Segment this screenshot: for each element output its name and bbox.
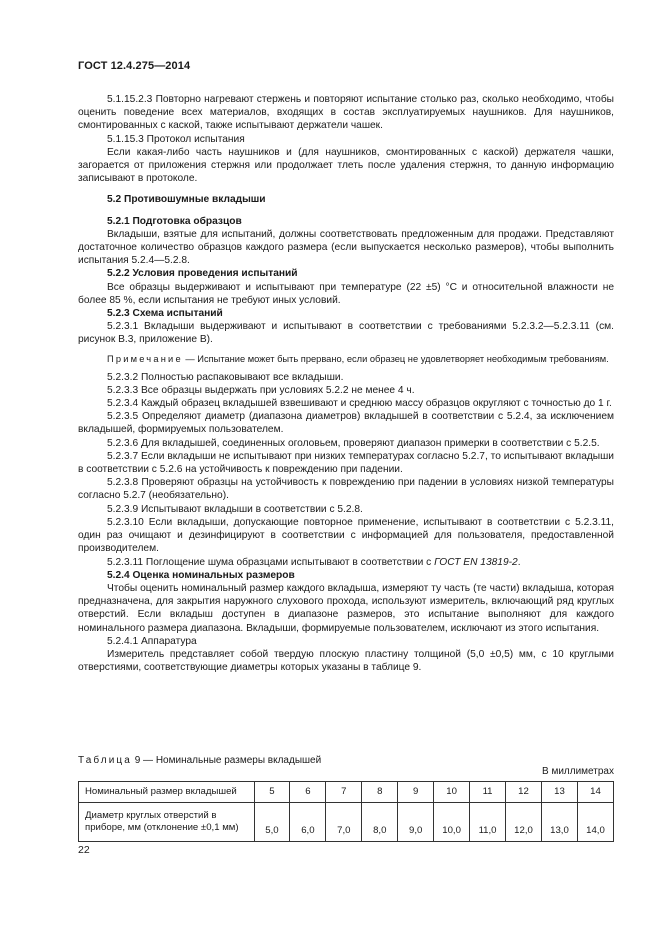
note-label: Примечание (107, 353, 183, 364)
subsection-heading: 5.2.4 Оценка номинальных размеров (107, 569, 295, 581)
paragraph: Чтобы оценить номинальный размер каждого вкладыша, измеряют ту часть (те части) вкладыша, которая предназначена, для закрытия наружного слухового прохода, используют измеритель, включающий ряд круглых отверстий. Если вкладыш доступен в диапазоне размеров, это испытание выполняют для каждого номинального размера диапазона. Вкладыши, формируемые пользователем, исключают из этого испытания. (78, 582, 614, 634)
document-header: ГОСТ 12.4.275—2014 (78, 60, 191, 72)
paragraph: 5.2.3.5 Определяют диаметр (диапазона диаметров) вкладышей в соответствии с 5.2.4, за исключением вкладышей, формируемых пользователем. (78, 411, 614, 436)
table-cell: 13 (541, 782, 577, 803)
table-cell: 7,0 (326, 803, 362, 842)
paragraph: 5.2.3.7 Если вкладыши не испытывают при низких температурах согласно 5.2.7, то испытывают вкладыши в соответствии с 5.2.6 на устойчивость к повреждению при падении. (78, 450, 614, 476)
paragraph: 5.2.3.10 Если вкладыши, допускающие повторное применение, испытывают в соответствии с 5.2.3.11, один раз очищают и дезинфицируют в соответствии с информацией для пользователя, предоставленной производителем. (78, 516, 614, 555)
table-row-label: Диаметр круглых отверстий в приборе, мм (отклонение ±0,1 мм) (79, 803, 255, 842)
table-cell: 10 (434, 782, 470, 803)
section-heading: 5.2 Противошумные вкладыши (107, 194, 266, 206)
table-caption-text: 9 — Номинальные размеры вкладышей (131, 755, 322, 766)
page-number: 22 (78, 844, 90, 856)
paragraph: Все образцы выдерживают и испытывают при температуре (22 ±5) °С и относительной влажности не более 85 %, если испытания не требуют иных условий. (78, 281, 614, 306)
paragraph: 5.1.15.3 Протокол испытания (107, 133, 245, 145)
paragraph: 5.2.3.4 Каждый образец вкладышей взвешивают и среднюю массу образцов округляют с точностью до 1 г. (107, 398, 612, 410)
table-cell: 10,0 (434, 803, 470, 842)
table-caption-label: Таблица (78, 755, 132, 766)
table-row-label: Номинальный размер вкладышей (79, 782, 255, 803)
table-cell: 12,0 (506, 803, 542, 842)
table-cell: 6,0 (290, 803, 326, 842)
table-cell: 11,0 (470, 803, 506, 842)
paragraph: 5.2.4.1 Аппаратура (107, 635, 197, 647)
table-units: В миллиметрах (542, 766, 614, 777)
table-cell: 14 (577, 782, 613, 803)
paragraph: 5.2.3.2 Полностью распаковывают все вкладыши. (107, 371, 344, 383)
table-cell: 7 (326, 782, 362, 803)
paragraph: 5.1.15.2.3 Повторно нагревают стержень и повторяют испытание столько раз, сколько необходимо, чтобы оценить поведение всех материалов, входящих в состав эксплуатируемых наушников. Для наушников, смонтированных с каской, также испытывают держатели чашек. (78, 94, 614, 132)
table-cell: 9,0 (398, 803, 434, 842)
paragraph: Измеритель представляет собой твердую плоскую пластину толщиной (5,0 ±0,5) мм, с 10 круглыми отверстиями, соответствующие диаметры которых указаны в таблице 9. (78, 648, 614, 674)
paragraph: 5.2.3.9 Испытывают вкладыши в соответствии с 5.2.8. (107, 503, 363, 515)
page-body (78, 93, 614, 674)
table-row (79, 803, 614, 842)
table-cell: 8,0 (362, 803, 398, 842)
subsection-heading: 5.2.3 Схема испытаний (107, 308, 223, 320)
table-cell: 11 (470, 782, 506, 803)
subsection-heading: 5.2.1 Подготовка образцов (107, 215, 242, 227)
subsection-heading: 5.2.2 Условия проведения испытаний (107, 268, 298, 280)
standard-reference: ГОСТ EN 13819-2 (434, 556, 518, 568)
table-cell: 14,0 (577, 803, 613, 842)
table-cell: 6 (290, 782, 326, 803)
table-cell: 5,0 (254, 803, 290, 842)
table-row (79, 782, 614, 803)
note (78, 353, 614, 365)
note-text: — Испытание может быть прервано, если образец не удовлетворяет необходимым требованиям. (182, 353, 609, 364)
sizes-table (78, 781, 614, 842)
table-cell: 9 (398, 782, 434, 803)
paragraph: Вкладыши, взятые для испытаний, должны соответствовать предложенным для продажи. Представляют достаточное количество образцов каждого размера (если выпускается несколько размеров), чтобы выполнить испытания 5.2.4—5.2.8. (78, 228, 614, 267)
table-caption (78, 754, 321, 767)
paragraph: 5.2.3.6 Для вкладышей, соединенных оголовьем, проверяют диапазон примерки в соответствии с 5.2.5. (107, 437, 600, 449)
paragraph: 5.2.3.3 Все образцы выдержать при условиях 5.2.2 не менее 4 ч. (107, 384, 415, 396)
table-cell: 13,0 (541, 803, 577, 842)
table-cell: 8 (362, 782, 398, 803)
paragraph: Если какая-либо часть наушников и (для наушников, смонтированных с каской) держателя чашки, загорается от приложения стержня или продолжает тлеть после удаления стержня, то данную информацию записывают в протоколе. (78, 146, 614, 185)
paragraph: 5.2.3.8 Проверяют образцы на устойчивость к повреждению при падении в условиях низкой температуры согласно 5.2.7 (необязательно). (78, 477, 614, 502)
table-cell: 5 (254, 782, 290, 803)
paragraph: 5.2.3.11 Поглощение шума образцами испытывают в соответствии с ГОСТ EN 13819-2. (107, 556, 521, 568)
table-cell: 12 (506, 782, 542, 803)
paragraph: 5.2.3.1 Вкладыши выдерживают и испытывают в соответствии с требованиями 5.2.3.2—5.2.3.11 (см. рисунок В.3, приложение В). (78, 321, 614, 346)
